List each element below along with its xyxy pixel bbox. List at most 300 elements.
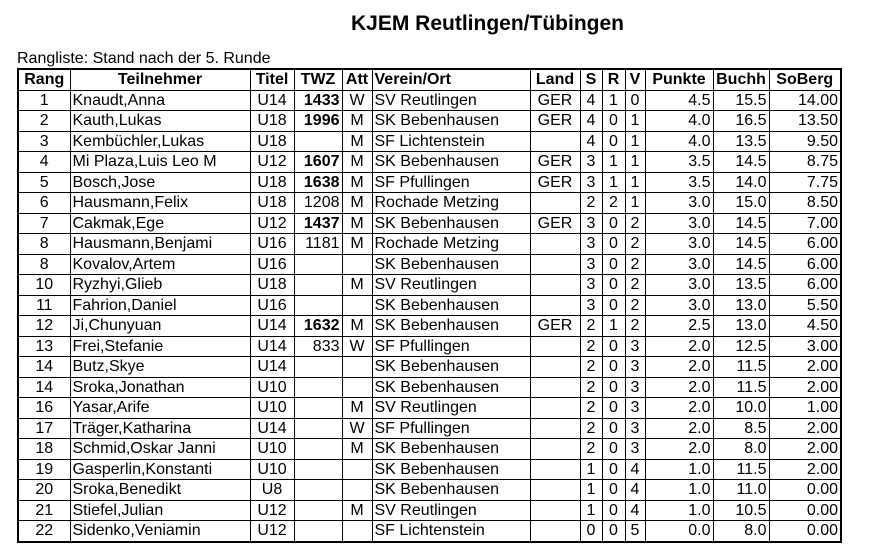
title-cell: U14 [250, 418, 294, 439]
soberg-cell: 0.00 [769, 521, 841, 542]
v-cell: 1 [625, 152, 645, 173]
table-row [18, 459, 841, 480]
buchh-cell: 14.5 [713, 152, 769, 173]
buchh-cell: 11.0 [713, 480, 769, 501]
v-cell: 2 [625, 254, 645, 275]
land-cell: GER [530, 90, 580, 111]
buchh-cell: 11.5 [713, 377, 769, 398]
twz-cell [294, 357, 342, 378]
player-cell: Mi Plaza,Luis Leo M [70, 152, 250, 173]
table-row [18, 234, 841, 255]
rank-cell: 11 [18, 295, 70, 316]
att-cell: M [342, 213, 372, 234]
v-cell: 3 [625, 418, 645, 439]
soberg-cell: 6.00 [769, 234, 841, 255]
twz-cell [294, 377, 342, 398]
v-cell: 3 [625, 398, 645, 419]
table-row [18, 254, 841, 275]
twz-cell: 1632 [294, 316, 342, 337]
rank-cell: 2 [18, 111, 70, 132]
s-cell: 2 [580, 418, 602, 439]
club-cell: SV Reutlingen [372, 275, 530, 296]
header-twz: TWZ [294, 69, 342, 90]
land-cell [530, 500, 580, 521]
twz-cell [294, 131, 342, 152]
player-cell: Sroka,Benedikt [70, 480, 250, 501]
r-cell: 0 [602, 213, 625, 234]
player-cell: Ryzhyi,Glieb [70, 275, 250, 296]
soberg-cell: 8.50 [769, 193, 841, 214]
player-cell: Gasperlin,Konstanti [70, 459, 250, 480]
twz-cell: 1607 [294, 152, 342, 173]
club-cell: Rochade Metzing [372, 234, 530, 255]
rank-cell: 16 [18, 398, 70, 419]
soberg-cell: 3.00 [769, 336, 841, 357]
points-cell: 2.0 [645, 398, 713, 419]
header-buchh: Buchh [713, 69, 769, 90]
s-cell: 3 [580, 295, 602, 316]
buchh-cell: 8.0 [713, 439, 769, 460]
land-cell: GER [530, 213, 580, 234]
v-cell: 2 [625, 275, 645, 296]
header-v: V [625, 69, 645, 90]
twz-cell: 1433 [294, 90, 342, 111]
header-soberg: SoBerg [769, 69, 841, 90]
land-cell [530, 398, 580, 419]
rank-cell: 4 [18, 152, 70, 173]
twz-cell [294, 459, 342, 480]
soberg-cell: 7.75 [769, 172, 841, 193]
att-cell: M [342, 500, 372, 521]
twz-cell: 1996 [294, 111, 342, 132]
v-cell: 5 [625, 521, 645, 542]
points-cell: 4.5 [645, 90, 713, 111]
land-cell [530, 480, 580, 501]
points-cell: 3.0 [645, 254, 713, 275]
twz-cell [294, 398, 342, 419]
club-cell: SF Pfullingen [372, 418, 530, 439]
twz-cell [294, 295, 342, 316]
r-cell: 0 [602, 500, 625, 521]
player-cell: Kovalov,Artem [70, 254, 250, 275]
buchh-cell: 15.0 [713, 193, 769, 214]
club-cell: SK Bebenhausen [372, 439, 530, 460]
standings-subtitle: Rangliste: Stand nach der 5. Runde [17, 50, 271, 67]
soberg-cell: 1.00 [769, 398, 841, 419]
player-cell: Frei,Stefanie [70, 336, 250, 357]
title-cell: U18 [250, 275, 294, 296]
att-cell [342, 357, 372, 378]
header-points: Punkte [645, 69, 713, 90]
table-row [18, 295, 841, 316]
rank-cell: 1 [18, 90, 70, 111]
buchh-cell: 14.0 [713, 172, 769, 193]
title-cell: U14 [250, 357, 294, 378]
rank-cell: 13 [18, 336, 70, 357]
r-cell: 0 [602, 131, 625, 152]
r-cell: 0 [602, 336, 625, 357]
twz-cell: 1437 [294, 213, 342, 234]
r-cell: 2 [602, 193, 625, 214]
twz-cell: 833 [294, 336, 342, 357]
table-row [18, 275, 841, 296]
soberg-cell: 6.00 [769, 254, 841, 275]
header-title: Titel [250, 69, 294, 90]
twz-cell [294, 521, 342, 542]
header-land: Land [530, 69, 580, 90]
points-cell: 2.0 [645, 357, 713, 378]
buchh-cell: 10.5 [713, 500, 769, 521]
header-rank: Rang [18, 69, 70, 90]
club-cell: SK Bebenhausen [372, 111, 530, 132]
points-cell: 3.0 [645, 275, 713, 296]
r-cell: 1 [602, 152, 625, 173]
title-cell: U12 [250, 152, 294, 173]
r-cell: 0 [602, 480, 625, 501]
club-cell: SK Bebenhausen [372, 295, 530, 316]
twz-cell [294, 254, 342, 275]
soberg-cell: 2.00 [769, 377, 841, 398]
soberg-cell: 13.50 [769, 111, 841, 132]
player-cell: Hausmann,Felix [70, 193, 250, 214]
title-cell: U10 [250, 459, 294, 480]
v-cell: 3 [625, 357, 645, 378]
points-cell: 3.5 [645, 172, 713, 193]
v-cell: 2 [625, 213, 645, 234]
buchh-cell: 15.5 [713, 90, 769, 111]
v-cell: 1 [625, 172, 645, 193]
title-cell: U10 [250, 439, 294, 460]
att-cell [342, 295, 372, 316]
r-cell: 1 [602, 90, 625, 111]
land-cell [530, 377, 580, 398]
soberg-cell: 9.50 [769, 131, 841, 152]
v-cell: 2 [625, 316, 645, 337]
s-cell: 2 [580, 316, 602, 337]
rank-cell: 18 [18, 439, 70, 460]
r-cell: 0 [602, 521, 625, 542]
title-cell: U12 [250, 213, 294, 234]
player-cell: Schmid,Oskar Janni [70, 439, 250, 460]
points-cell: 4.0 [645, 131, 713, 152]
buchh-cell: 14.5 [713, 213, 769, 234]
club-cell: SV Reutlingen [372, 398, 530, 419]
att-cell: W [342, 90, 372, 111]
att-cell: M [342, 131, 372, 152]
r-cell: 0 [602, 111, 625, 132]
s-cell: 1 [580, 500, 602, 521]
s-cell: 2 [580, 439, 602, 460]
twz-cell: 1208 [294, 193, 342, 214]
points-cell: 3.0 [645, 295, 713, 316]
buchh-cell: 10.0 [713, 398, 769, 419]
buchh-cell: 13.0 [713, 295, 769, 316]
v-cell: 1 [625, 131, 645, 152]
rank-cell: 3 [18, 131, 70, 152]
points-cell: 1.0 [645, 480, 713, 501]
buchh-cell: 13.0 [713, 316, 769, 337]
r-cell: 0 [602, 357, 625, 378]
points-cell: 3.0 [645, 234, 713, 255]
v-cell: 2 [625, 234, 645, 255]
title-cell: U12 [250, 521, 294, 542]
table-row [18, 111, 841, 132]
soberg-cell: 4.50 [769, 316, 841, 337]
club-cell: SK Bebenhausen [372, 316, 530, 337]
player-cell: Sidenko,Veniamin [70, 521, 250, 542]
v-cell: 1 [625, 111, 645, 132]
table-row [18, 439, 841, 460]
land-cell [530, 418, 580, 439]
player-cell: Bosch,Jose [70, 172, 250, 193]
s-cell: 2 [580, 357, 602, 378]
title-cell: U10 [250, 377, 294, 398]
buchh-cell: 8.0 [713, 521, 769, 542]
club-cell: SK Bebenhausen [372, 459, 530, 480]
title-cell: U14 [250, 336, 294, 357]
club-cell: SV Reutlingen [372, 90, 530, 111]
r-cell: 0 [602, 254, 625, 275]
att-cell: W [342, 336, 372, 357]
table-row [18, 172, 841, 193]
rank-cell: 5 [18, 172, 70, 193]
s-cell: 1 [580, 459, 602, 480]
rank-cell: 12 [18, 316, 70, 337]
s-cell: 3 [580, 213, 602, 234]
r-cell: 0 [602, 234, 625, 255]
club-cell: Rochade Metzing [372, 193, 530, 214]
title-cell: U16 [250, 254, 294, 275]
player-cell: Stiefel,Julian [70, 500, 250, 521]
points-cell: 2.0 [645, 377, 713, 398]
rank-cell: 19 [18, 459, 70, 480]
rank-cell: 10 [18, 275, 70, 296]
rank-cell: 8 [18, 254, 70, 275]
v-cell: 0 [625, 90, 645, 111]
v-cell: 4 [625, 480, 645, 501]
player-cell: Hausmann,Benjami [70, 234, 250, 255]
land-cell [530, 521, 580, 542]
points-cell: 2.0 [645, 439, 713, 460]
s-cell: 3 [580, 254, 602, 275]
player-cell: Butz,Skye [70, 357, 250, 378]
att-cell [342, 254, 372, 275]
table-row [18, 316, 841, 337]
soberg-cell: 7.00 [769, 213, 841, 234]
att-cell [342, 480, 372, 501]
page-title: KJEM Reutlingen/Tübingen [351, 12, 624, 35]
club-cell: SK Bebenhausen [372, 152, 530, 173]
soberg-cell: 2.00 [769, 418, 841, 439]
buchh-cell: 11.5 [713, 459, 769, 480]
points-cell: 2.5 [645, 316, 713, 337]
player-cell: Sroka,Jonathan [70, 377, 250, 398]
s-cell: 3 [580, 234, 602, 255]
club-cell: SF Lichtenstein [372, 131, 530, 152]
soberg-cell: 0.00 [769, 480, 841, 501]
buchh-cell: 11.5 [713, 357, 769, 378]
rank-cell: 20 [18, 480, 70, 501]
club-cell: SV Reutlingen [372, 500, 530, 521]
points-cell: 3.0 [645, 193, 713, 214]
twz-cell: 1638 [294, 172, 342, 193]
att-cell: M [342, 439, 372, 460]
table-row [18, 418, 841, 439]
rank-cell: 14 [18, 357, 70, 378]
v-cell: 2 [625, 295, 645, 316]
buchh-cell: 14.5 [713, 234, 769, 255]
v-cell: 3 [625, 439, 645, 460]
title-cell: U18 [250, 111, 294, 132]
club-cell: SK Bebenhausen [372, 213, 530, 234]
att-cell: M [342, 316, 372, 337]
club-cell: SK Bebenhausen [372, 254, 530, 275]
land-cell [530, 275, 580, 296]
soberg-cell: 14.00 [769, 90, 841, 111]
r-cell: 0 [602, 439, 625, 460]
player-cell: Kauth,Lukas [70, 111, 250, 132]
table-header-row [18, 69, 841, 90]
table-row [18, 131, 841, 152]
points-cell: 4.0 [645, 111, 713, 132]
land-cell [530, 193, 580, 214]
v-cell: 4 [625, 500, 645, 521]
soberg-cell: 6.00 [769, 275, 841, 296]
s-cell: 4 [580, 131, 602, 152]
twz-cell [294, 480, 342, 501]
player-cell: Ji,Chunyuan [70, 316, 250, 337]
table-body [18, 90, 841, 542]
soberg-cell: 2.00 [769, 357, 841, 378]
v-cell: 3 [625, 377, 645, 398]
title-cell: U16 [250, 295, 294, 316]
r-cell: 1 [602, 172, 625, 193]
player-cell: Kembüchler,Lukas [70, 131, 250, 152]
land-cell [530, 234, 580, 255]
att-cell: M [342, 398, 372, 419]
land-cell [530, 357, 580, 378]
buchh-cell: 8.5 [713, 418, 769, 439]
soberg-cell: 2.00 [769, 439, 841, 460]
att-cell: M [342, 172, 372, 193]
s-cell: 4 [580, 111, 602, 132]
buchh-cell: 16.5 [713, 111, 769, 132]
att-cell [342, 521, 372, 542]
table-row [18, 213, 841, 234]
twz-cell [294, 439, 342, 460]
title-cell: U14 [250, 316, 294, 337]
points-cell: 2.0 [645, 418, 713, 439]
r-cell: 0 [602, 459, 625, 480]
soberg-cell: 2.00 [769, 459, 841, 480]
r-cell: 1 [602, 316, 625, 337]
rank-cell: 8 [18, 234, 70, 255]
club-cell: SF Pfullingen [372, 172, 530, 193]
att-cell: M [342, 193, 372, 214]
title-cell: U18 [250, 131, 294, 152]
soberg-cell: 5.50 [769, 295, 841, 316]
twz-cell: 1181 [294, 234, 342, 255]
rank-cell: 14 [18, 377, 70, 398]
s-cell: 3 [580, 152, 602, 173]
club-cell: SF Pfullingen [372, 336, 530, 357]
title-cell: U10 [250, 398, 294, 419]
twz-cell [294, 275, 342, 296]
rank-cell: 22 [18, 521, 70, 542]
buchh-cell: 14.5 [713, 254, 769, 275]
player-cell: Yasar,Arife [70, 398, 250, 419]
s-cell: 2 [580, 193, 602, 214]
s-cell: 1 [580, 480, 602, 501]
buchh-cell: 13.5 [713, 275, 769, 296]
table-row [18, 90, 841, 111]
v-cell: 1 [625, 193, 645, 214]
soberg-cell: 0.00 [769, 500, 841, 521]
table-row [18, 398, 841, 419]
buchh-cell: 13.5 [713, 131, 769, 152]
land-cell: GER [530, 111, 580, 132]
header-club: Verein/Ort [372, 69, 530, 90]
title-cell: U18 [250, 193, 294, 214]
v-cell: 4 [625, 459, 645, 480]
land-cell [530, 459, 580, 480]
twz-cell [294, 418, 342, 439]
s-cell: 2 [580, 336, 602, 357]
title-cell: U14 [250, 90, 294, 111]
att-cell: M [342, 275, 372, 296]
title-cell: U18 [250, 172, 294, 193]
land-cell [530, 254, 580, 275]
points-cell: 1.0 [645, 500, 713, 521]
player-cell: Knaudt,Anna [70, 90, 250, 111]
soberg-cell: 8.75 [769, 152, 841, 173]
player-cell: Cakmak,Ege [70, 213, 250, 234]
title-cell: U16 [250, 234, 294, 255]
header-r: R [602, 69, 625, 90]
att-cell [342, 459, 372, 480]
rank-cell: 21 [18, 500, 70, 521]
table-row [18, 152, 841, 173]
points-cell: 3.5 [645, 152, 713, 173]
land-cell [530, 439, 580, 460]
header-s: S [580, 69, 602, 90]
att-cell [342, 377, 372, 398]
standings-table [17, 68, 842, 543]
table-row [18, 480, 841, 501]
r-cell: 0 [602, 377, 625, 398]
club-cell: SF Lichtenstein [372, 521, 530, 542]
v-cell: 3 [625, 336, 645, 357]
att-cell: M [342, 111, 372, 132]
rank-cell: 7 [18, 213, 70, 234]
r-cell: 0 [602, 398, 625, 419]
table-row [18, 357, 841, 378]
points-cell: 0.0 [645, 521, 713, 542]
table-row [18, 500, 841, 521]
land-cell [530, 336, 580, 357]
r-cell: 0 [602, 275, 625, 296]
s-cell: 0 [580, 521, 602, 542]
points-cell: 3.0 [645, 213, 713, 234]
title-cell: U8 [250, 480, 294, 501]
points-cell: 2.0 [645, 336, 713, 357]
title-cell: U12 [250, 500, 294, 521]
land-cell: GER [530, 316, 580, 337]
club-cell: SK Bebenhausen [372, 480, 530, 501]
twz-cell [294, 500, 342, 521]
s-cell: 2 [580, 398, 602, 419]
land-cell: GER [530, 172, 580, 193]
